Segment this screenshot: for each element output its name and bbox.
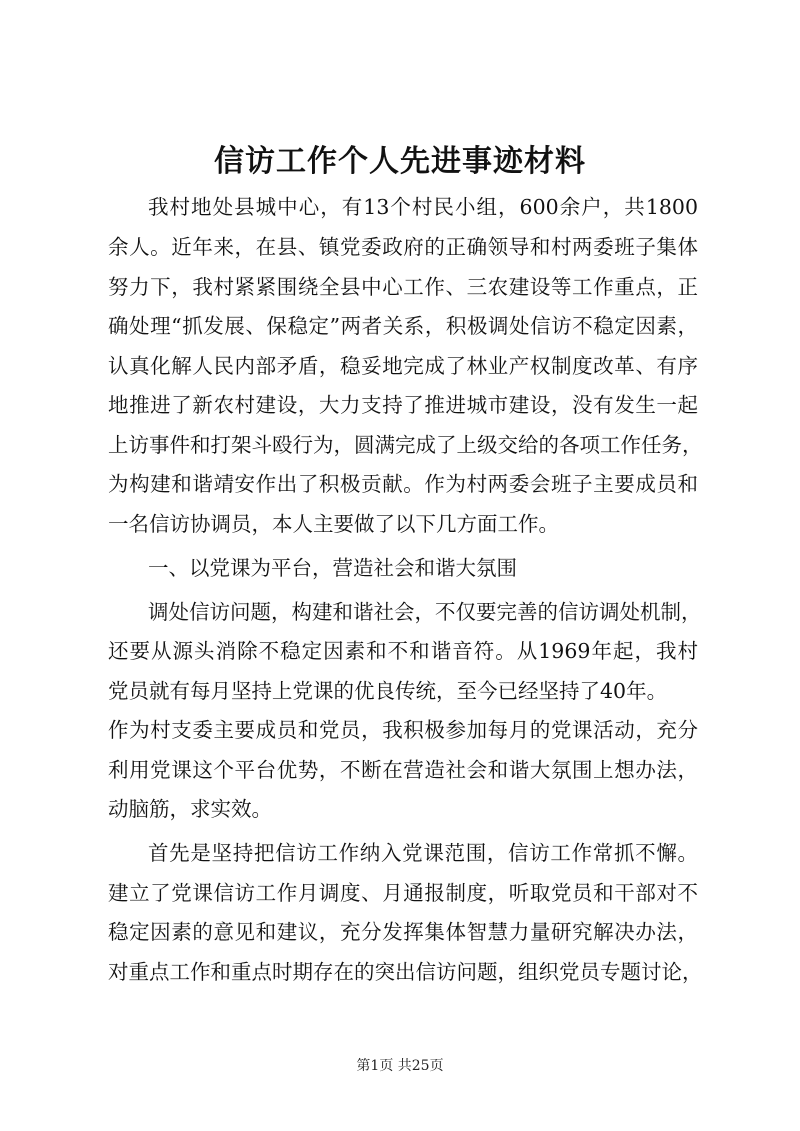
body-line: 确处理“抓发展、保稳定”两者关系，积极调处信访不稳定因素，	[108, 314, 698, 338]
body-line: 利用党课这个平台优势，不断在营造社会和谐大氛围上想办法，	[108, 758, 698, 782]
body-line: 地推进了新农村建设，大力支持了推进城市建设，没有发生一起	[108, 393, 698, 417]
body-line: 上访事件和打架斗殴行为，圆满完成了上级交给的各项工作任务，	[108, 433, 703, 457]
body-line: 一名信访协调员，本人主要做了以下几方面工作。	[108, 512, 559, 536]
body-line: 稳定因素的意见和建议，充分发挥集体智慧力量研究解决办法，	[108, 920, 698, 944]
body-line: 还要从源头消除不稳定因素和不和谐音符。从1969年起，我村	[108, 639, 698, 663]
body-line: 余人。近年来，在县、镇党委政府的正确领导和村两委班子集体	[108, 235, 698, 259]
body-line: 对重点工作和重点时期存在的突出信访问题，组织党员专题讨论，	[108, 960, 703, 984]
page-number-footer: 第1页 共25页	[356, 1058, 444, 1074]
body-line: 作为村支委主要成员和党员，我积极参加每月的党课活动，充分	[108, 718, 698, 742]
body-line: 我村地处县城中心，有13个村民小组，600余户，共1800	[148, 195, 698, 219]
section-heading: 一、以党课为平台，营造社会和谐大氛围	[148, 556, 517, 580]
body-line: 为构建和谐靖安作出了积极贡献。作为村两委会班子主要成员和	[108, 472, 698, 496]
body-line: 党员就有每月坚持上党课的优良传统，至今已经坚持了40年。	[108, 679, 668, 703]
body-line: 首先是坚持把信访工作纳入党课范围，信访工作常抓不懈。	[148, 841, 698, 865]
body-line: 动脑筋，求实效。	[108, 797, 272, 821]
body-line: 建立了党课信访工作月调度、月通报制度，听取党员和干部对不	[108, 881, 698, 905]
body-line: 认真化解人民内部矛盾，稳妥地完成了林业产权制度改革、有序	[108, 354, 698, 378]
document-title: 信访工作个人先进事迹材料	[214, 144, 586, 179]
body-line: 调处信访问题，构建和谐社会，不仅要完善的信访调处机制，	[148, 600, 702, 624]
body-line: 努力下，我村紧紧围绕全县中心工作、三农建设等工作重点，正	[108, 275, 698, 299]
